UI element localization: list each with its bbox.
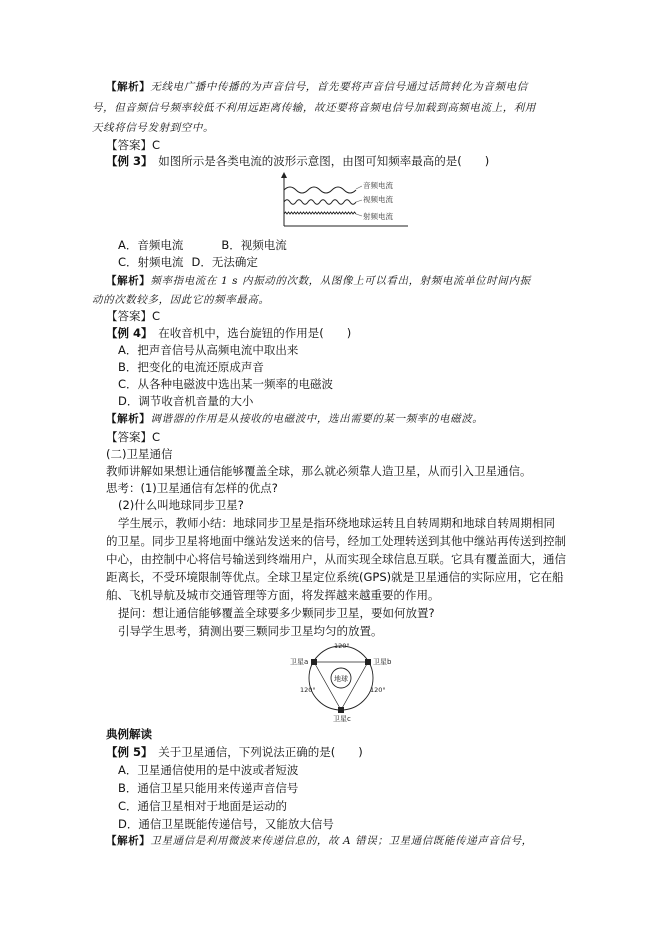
analysis-line: 【解析】频率指电流在 1 s 内振动的次数，从图像上可以看出，射频电流单位时间内振 bbox=[106, 275, 531, 287]
video-wave bbox=[284, 200, 356, 205]
paragraph: 中心，由控制中心将信号输送到终端用户，从而实现全球信息互联。它具有覆盖面大，通信 bbox=[106, 552, 566, 566]
audio-wave bbox=[284, 187, 356, 193]
wave-label-audio: 音频电流 bbox=[363, 181, 393, 190]
paragraph: 的卫星。同步卫星将地面中继站发送来的信号，经加工处理转送到其他中继站再传送到控制 bbox=[106, 534, 566, 548]
rf-wave bbox=[284, 212, 356, 214]
paragraph: 舶、飞机导航及城市交通管理等方面，将发挥越来越重要的作用。 bbox=[106, 588, 440, 602]
option-a: A．音频电流 bbox=[118, 238, 184, 252]
option-d: D．通信卫星既能传递信号，又能放大信号 bbox=[118, 817, 334, 831]
example-5-question: 【例 5】 关于卫星通信，下列说法正确的是( ) bbox=[106, 745, 363, 759]
example-4-question: 【例 4】 在收音机中，选台旋钮的作用是( ) bbox=[106, 326, 352, 340]
sat-a-label: 卫星a bbox=[290, 658, 309, 666]
option-c: C．从各种电磁波中选出某一频率的电磁波 bbox=[118, 377, 334, 391]
paragraph: 距离长，不受环境限制等优点。全球卫星定位系统(GPS)就是卫星通信的实际应用，它在船 bbox=[106, 570, 564, 584]
option-b: B．把变化的电流还原成声音 bbox=[118, 360, 264, 374]
sat-c-label: 卫星c bbox=[333, 715, 351, 722]
sat-b-icon bbox=[365, 659, 371, 665]
label-leader bbox=[356, 186, 362, 189]
analysis-line: 天线将信号发射到空中。 bbox=[92, 122, 215, 134]
analysis-line: 【解析】卫星通信是利用微波来传递信息的，故 A 错误；卫星通信既能传递声音信号， bbox=[106, 835, 533, 847]
answer-line: 【答案】C bbox=[106, 309, 161, 323]
option-row bbox=[118, 253, 578, 271]
wave-label-rf: 射频电流 bbox=[363, 212, 393, 221]
option-a: A．把声音信号从高频电流中取出来 bbox=[118, 343, 299, 357]
wave-label-video: 视频电流 bbox=[363, 195, 393, 204]
option-row bbox=[118, 236, 578, 254]
sat-b-label: 卫星b bbox=[373, 658, 392, 666]
paragraph: 学生展示，教师小结：地球同步卫星是指环绕地球运转且自转周期和地球自转周期相同 bbox=[118, 516, 555, 530]
y-axis-arrow bbox=[281, 172, 287, 178]
section-heading: 典例解读 bbox=[106, 727, 152, 741]
answer-line: 【答案】C bbox=[106, 430, 161, 444]
angle-right: 120° bbox=[370, 686, 386, 694]
paragraph: 思考：(1)卫星通信有怎样的优点? bbox=[106, 481, 278, 495]
satellite-diagram bbox=[284, 640, 404, 722]
waveform-figure bbox=[276, 172, 416, 234]
label-leader bbox=[356, 214, 362, 216]
option-a: A．卫星通信使用的是中波或者短波 bbox=[118, 763, 299, 777]
sat-a-icon bbox=[311, 659, 317, 665]
angle-left: 120° bbox=[300, 686, 316, 694]
paragraph: (2)什么叫地球同步卫星? bbox=[118, 498, 244, 512]
paragraph: 引导学生思考，猜测出要三颗同步卫星均匀的放置。 bbox=[118, 624, 383, 638]
label-leader bbox=[356, 200, 362, 202]
option-b: B．通信卫星只能用来传递声音信号 bbox=[118, 781, 299, 795]
paragraph: 提问：想让通信能够覆盖全球要多少颗同步卫星，要如何放置? bbox=[118, 606, 435, 620]
option-b: B．视频电流 bbox=[221, 238, 287, 252]
analysis-line: 【解析】调谐器的作用是从接收的电磁波中，选出需要的某一频率的电磁波。 bbox=[106, 413, 484, 425]
option-c: C．射频电流 bbox=[118, 255, 184, 269]
earth-label: 地球 bbox=[334, 675, 348, 683]
option-d: D．调节收音机音量的大小 bbox=[118, 394, 254, 408]
sat-c-icon bbox=[338, 707, 344, 713]
analysis-line: 动的次数较多，因此它的频率最高。 bbox=[92, 294, 270, 306]
option-c: C．通信卫星相对于地面是运动的 bbox=[118, 799, 288, 813]
option-d: D．无法确定 bbox=[191, 255, 258, 269]
answer-line: 【答案】C bbox=[106, 138, 161, 152]
analysis-line: 【解析】无线电广播中传播的为声音信号，首先要将声音信号通过话筒转化为音频电信 bbox=[106, 81, 528, 93]
analysis-line: 号，但音频信号频率较低不利用远距离传输，故还要将音频电信号加载到高频电流上，利用 bbox=[92, 102, 536, 114]
angle-top: 120° bbox=[334, 642, 350, 650]
paragraph: 教师讲解如果想让通信能够覆盖全球，那么就必须靠人造卫星，从而引入卫星通信。 bbox=[106, 464, 532, 478]
section-heading: (二)卫星通信 bbox=[106, 447, 173, 461]
example-3-question: 【例 3】 如图所示是各类电流的波形示意图，由图可知频率最高的是( ) bbox=[106, 154, 490, 168]
analysis-tag: 【解析】 bbox=[106, 81, 151, 93]
